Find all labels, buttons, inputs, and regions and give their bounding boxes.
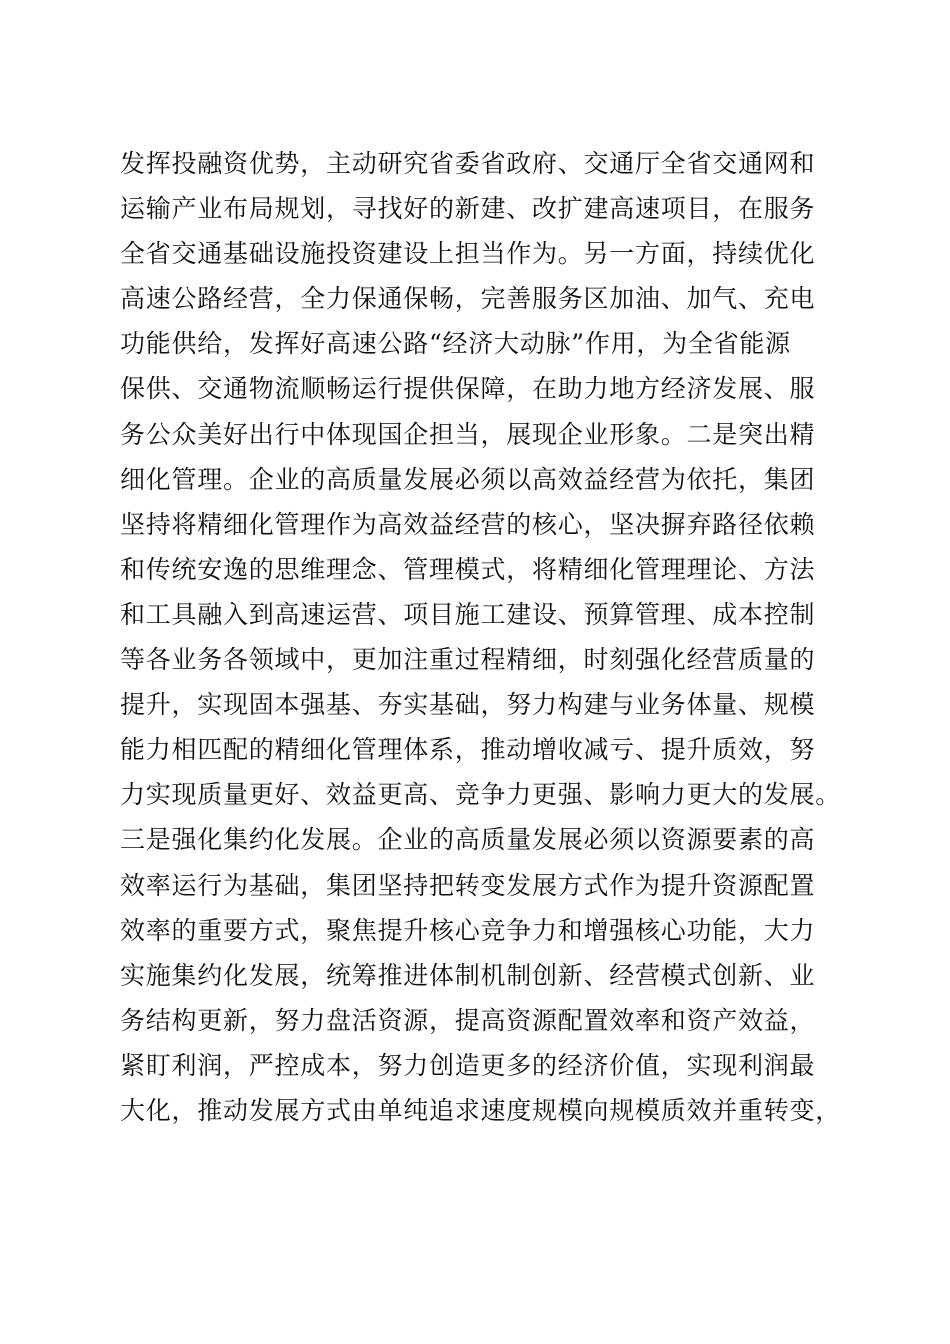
text-line: 等各业务各领域中，更加注重过程精细，时刻强化经营质量的 xyxy=(120,645,816,675)
text-line: 细化管理。企业的高质量发展必须以高效益经营为依托，集团 xyxy=(120,464,816,494)
text-line: 保供、交通物流顺畅运行提供保障，在助力地方经济发展、服 xyxy=(120,374,816,404)
text-line: 和传统安逸的思维理念、管理模式，将精细化管理理论、方法 xyxy=(120,554,816,584)
body-paragraph xyxy=(120,141,840,1133)
text-line: 功能供给，发挥好高速公路“经济大动脉”作用，为全省能源 xyxy=(120,329,791,359)
text-line: 紧盯利润，严控成本，努力创造更多的经济价值，实现利润最 xyxy=(120,1050,816,1080)
text-line: 发挥投融资优势，主动研究省委省政府、交通厅全省交通网和 xyxy=(120,149,816,178)
text-line: 大化，推动发展方式由单纯追求速度规模向规模质效并重转变， xyxy=(120,1095,842,1125)
text-line: 实施集约化发展，统筹推进体制机制创新、经营模式创新、业 xyxy=(120,960,816,990)
text-line: 效率的重要方式，聚焦提升核心竞争力和增强核心功能，大力 xyxy=(120,915,816,945)
text-line: 务公众美好出行中体现国企担当，展现企业形象。二是突出精 xyxy=(120,419,816,449)
text-line: 效率运行为基础，集团坚持把转变发展方式作为提升资源配置 xyxy=(120,870,816,900)
text-line: 能力相匹配的精细化管理体系，推动增收减亏、提升质效，努 xyxy=(120,735,816,765)
text-line: 务结构更新，努力盘活资源，提高资源配置效率和资产效益， xyxy=(120,1005,816,1035)
text-line: 高速公路经营，全力保通保畅，完善服务区加油、加气、充电 xyxy=(120,284,816,314)
text-line: 三是强化集约化发展。企业的高质量发展必须以资源要素的高 xyxy=(120,825,816,855)
text-line: 坚持将精细化管理作为高效益经营的核心，坚决摒弃路径依赖 xyxy=(120,509,816,539)
text-line: 全省交通基础设施投资建设上担当作为。另一方面，持续优化 xyxy=(120,239,816,269)
text-line: 力实现质量更好、效益更高、竞争力更强、影响力更大的发展。 xyxy=(120,780,842,810)
text-line: 提升，实现固本强基、夯实基础，努力构建与业务体量、规模 xyxy=(120,690,816,720)
text-line: 运输产业布局规划，寻找好的新建、改扩建高速项目，在服务 xyxy=(120,194,816,224)
text-line: 和工具融入到高速运营、项目施工建设、预算管理、成本控制 xyxy=(120,599,816,629)
